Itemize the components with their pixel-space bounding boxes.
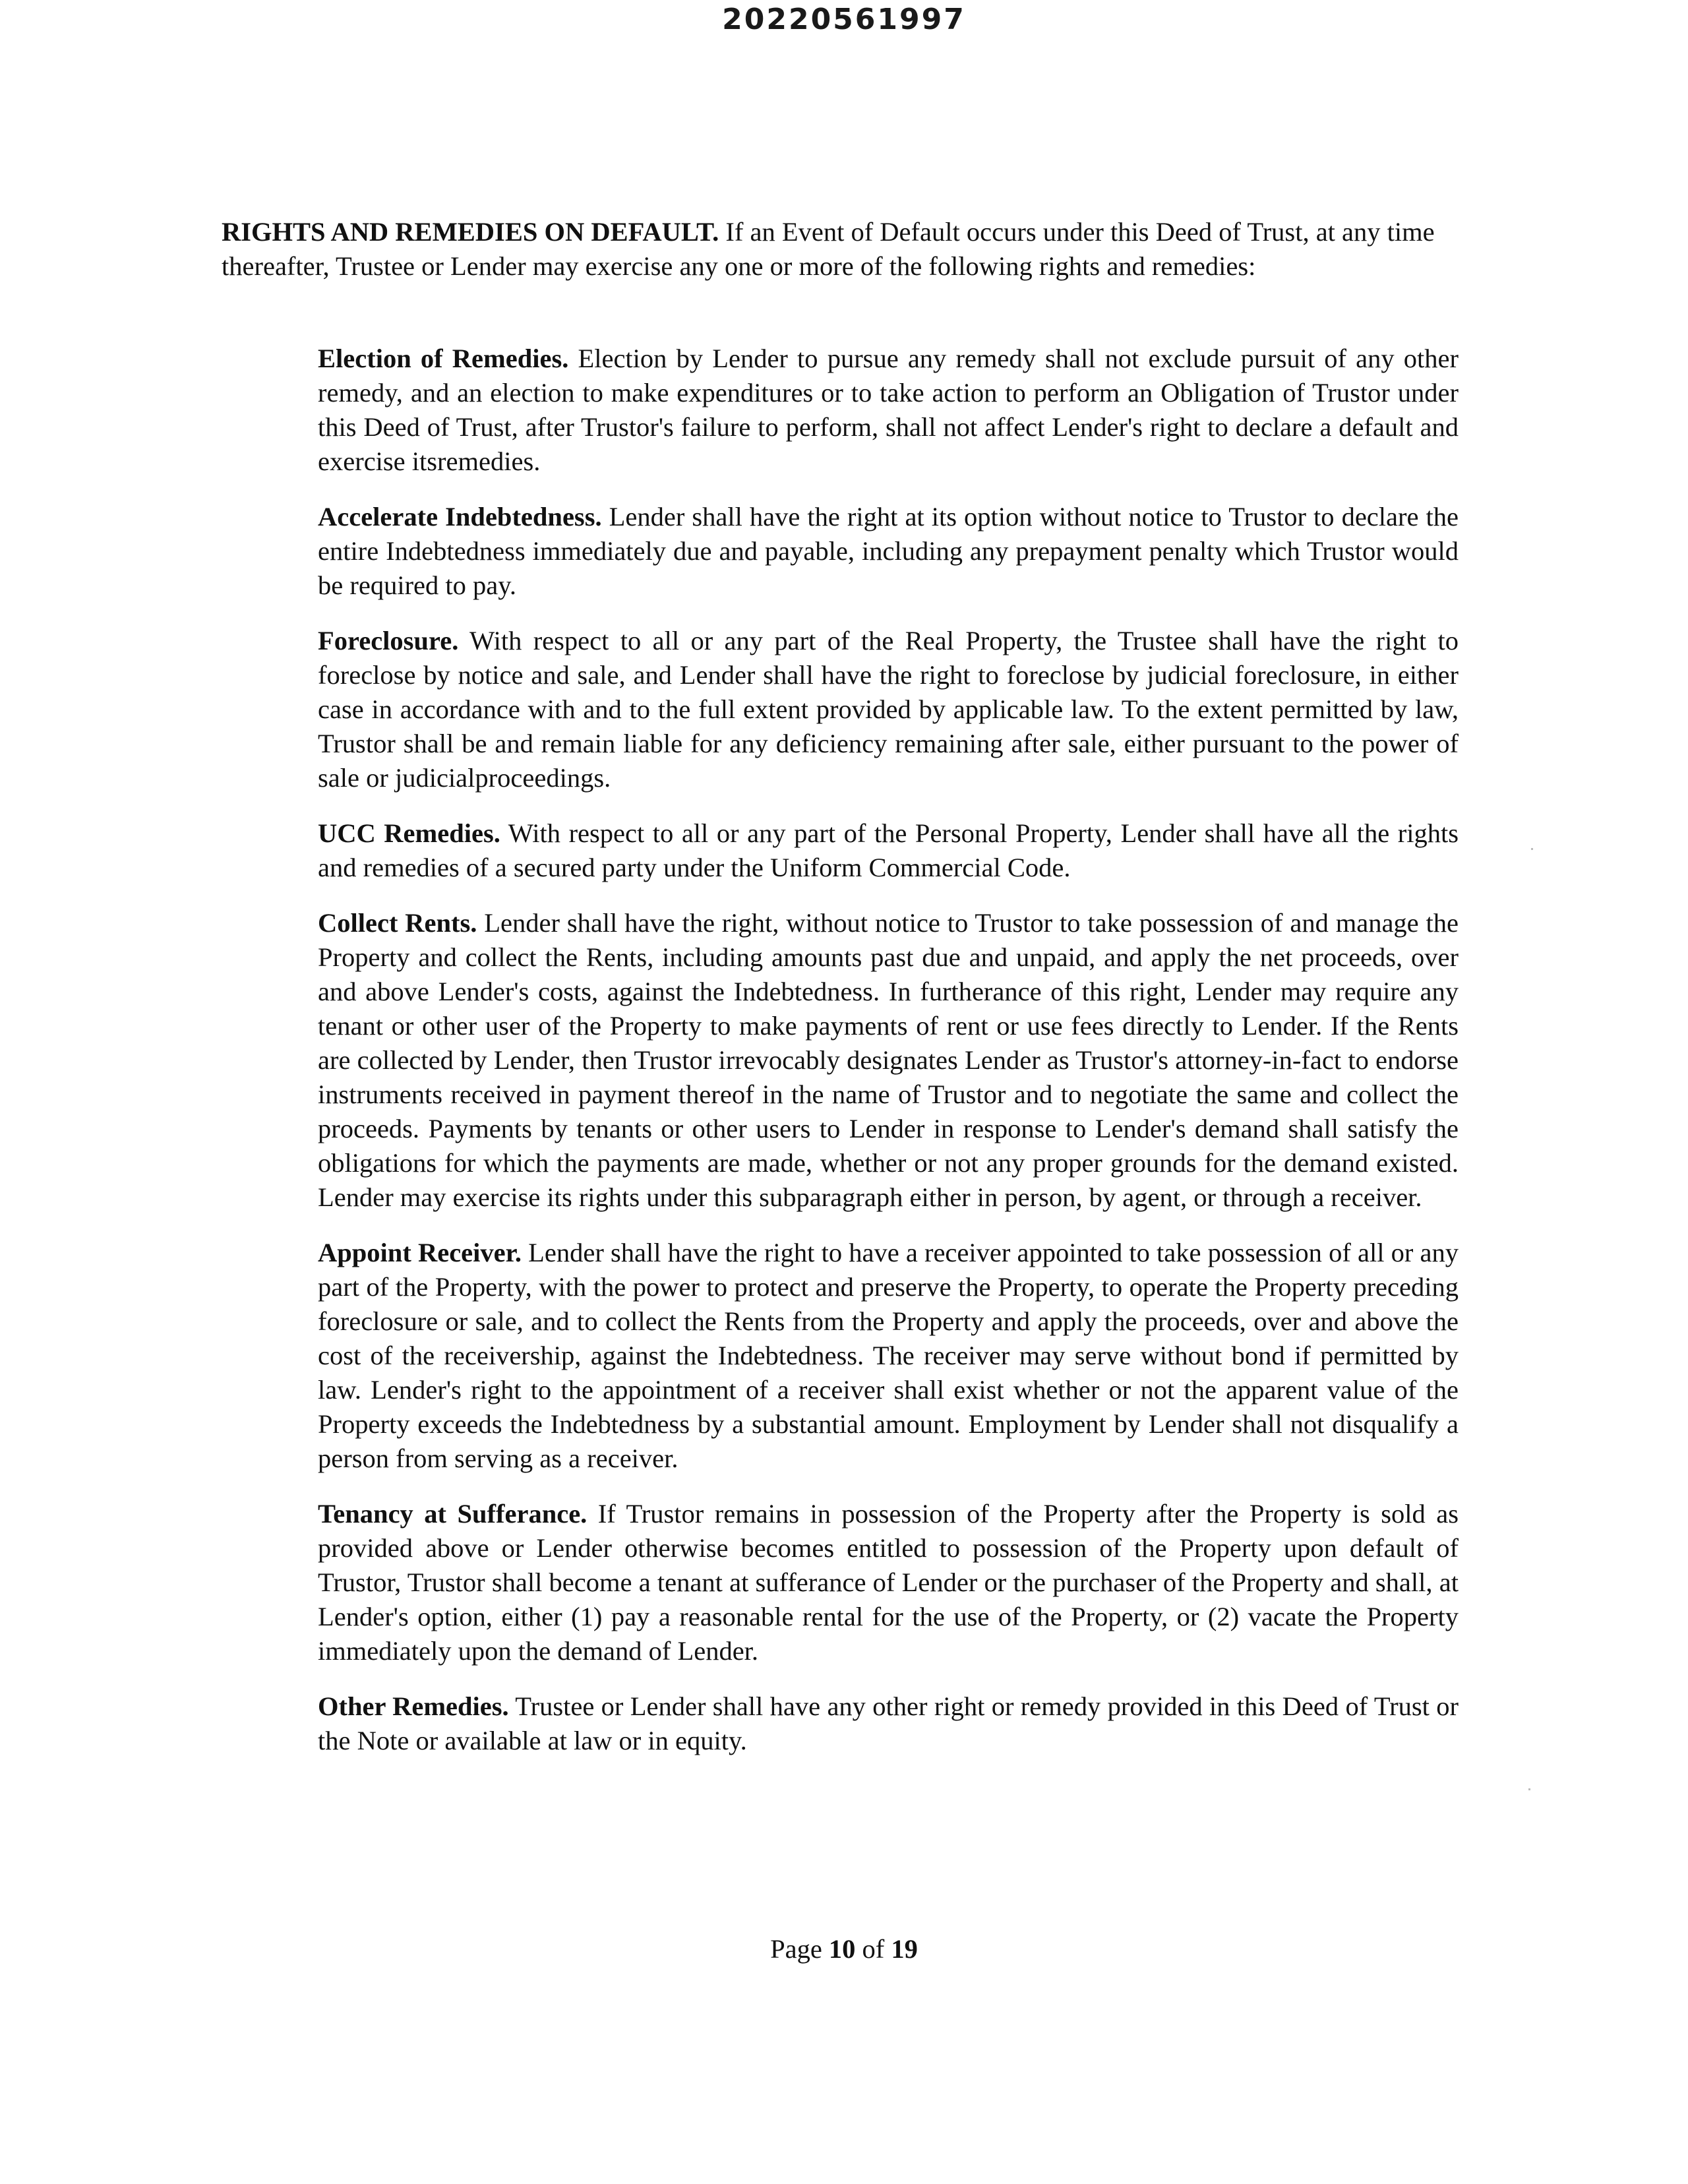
section-text: Election by Lender to pursue any remedy shall not exclude pursuit of any other remedy, and an election to make expenditures or to take action to perform an Obligation of Trustor under this Deed of Trust, after Trustor's failure to perform, shall not affect Lender's right to declare a default and exercise itsremedies. (318, 344, 1459, 476)
section-text: With respect to all or any part of the Personal Property, Lender shall have all the rights and remedies of a secured party under the Uniform Commercial Code. (318, 818, 1459, 882)
section-tenancy-at-sufferance (318, 1497, 1459, 1668)
intro-text: If an Event of Default occurs under this Deed of Trust, at any time thereafter, Trustee or Lender may exercise any one or more of the following rights and remedies: (222, 217, 1435, 281)
scan-speck (1531, 848, 1533, 850)
section-heading: Foreclosure. (318, 626, 459, 655)
section-text: Trustee or Lender shall have any other right or remedy provided in this Deed of Trust or the Note or available at law or in equity. (318, 1691, 1459, 1755)
section-heading: UCC Remedies. (318, 818, 500, 848)
section-heading: Appoint Receiver. (318, 1238, 522, 1267)
section-accelerate-indebtedness (318, 500, 1459, 603)
section-heading: Election of Remedies. (318, 344, 569, 373)
section-text: Lender shall have the right to have a receiver appointed to take possession of all or any part of the Property, with the power to protect and preserve the Property, to operate the Property preceding foreclosure or sale, and to collect the Rents from the Property and apply the proceeds, over and above the cost of the receivership, against the Indebtedness. The receiver may serve without bond if permitted by law. Lender's right to the appointment of a receiver shall exist whether or not the apparent value of the Property exceeds the Indebtedness by a substantial amount. Employment by Lender shall not disqualify a person from serving as a receiver. (318, 1238, 1459, 1473)
section-collect-rents (318, 906, 1459, 1215)
page-footer (0, 1933, 1688, 1964)
section-heading: Accelerate Indebtedness. (318, 502, 602, 531)
section-text: Lender shall have the right, without notice to Trustor to take possession of and manage the Property and collect the Rents, including amounts past due and unpaid, and apply the net proceeds, over and above Lender's costs, against the Indebtedness. In furtherance of this right, Lender may require any tenant or other user of the Property to make payments of rent or use fees directly to Lender. If the Rents are collected by Lender, then Trustor irrevocably designates Lender as Trustor's attorney-in-fact to endorse instruments received in payment thereof in the name of Trustor and to negotiate the same and collect the proceeds. Payments by tenants or other users to Lender in response to Lender's demand shall satisfy the obligations for which the payments are made, whether or not any proper grounds for the demand existed. Lender may exercise its rights under this subparagraph either in person, by agent, or through a receiver. (318, 908, 1459, 1212)
section-heading: Collect Rents. (318, 908, 477, 938)
section-text: With respect to all or any part of the Real Property, the Trustee shall have the right to foreclose by notice and sale, and Lender shall have the right to foreclose by judicial foreclosure, in either case in accordance with and to the full extent provided by applicable law. To the extent permitted by law, Trustor shall be and remain liable for any deficiency remaining after sale, either pursuant to the power of sale or judicialproceedings. (318, 626, 1459, 793)
remedies-list (318, 342, 1459, 1779)
section-text: Lender shall have the right at its option without notice to Trustor to declare the entire Indebtedness immediately due and payable, including any prepayment penalty which Trustor would be required to pay. (318, 502, 1459, 600)
section-election-of-remedies (318, 342, 1459, 479)
page-total: 19 (891, 1934, 918, 1964)
page-label: Page (770, 1934, 822, 1964)
section-heading: Other Remedies. (318, 1691, 509, 1721)
section-foreclosure (318, 624, 1459, 795)
of-label: of (862, 1934, 885, 1964)
section-ucc-remedies (318, 816, 1459, 885)
section-text: If Trustor remains in possession of the Property after the Property is sold as provided above or Lender otherwise becomes entitled to possession of the Property upon default of Trustor, Trustor shall become a tenant at sufferance of Lender or the purchaser of the Property and shall, at Lender's option, either (1) pay a reasonable rental for the use of the Property, or (2) vacate the Property immediately upon the demand of Lender. (318, 1499, 1459, 1666)
document-number: 20220561997 (722, 3, 966, 36)
intro-heading: RIGHTS AND REMEDIES ON DEFAULT. (222, 217, 719, 247)
section-other-remedies (318, 1689, 1459, 1758)
intro-paragraph (222, 215, 1474, 284)
page-number: 10 (828, 1934, 856, 1964)
section-appoint-receiver (318, 1236, 1459, 1476)
section-heading: Tenancy at Sufferance. (318, 1499, 588, 1529)
scan-speck (1528, 1788, 1530, 1790)
